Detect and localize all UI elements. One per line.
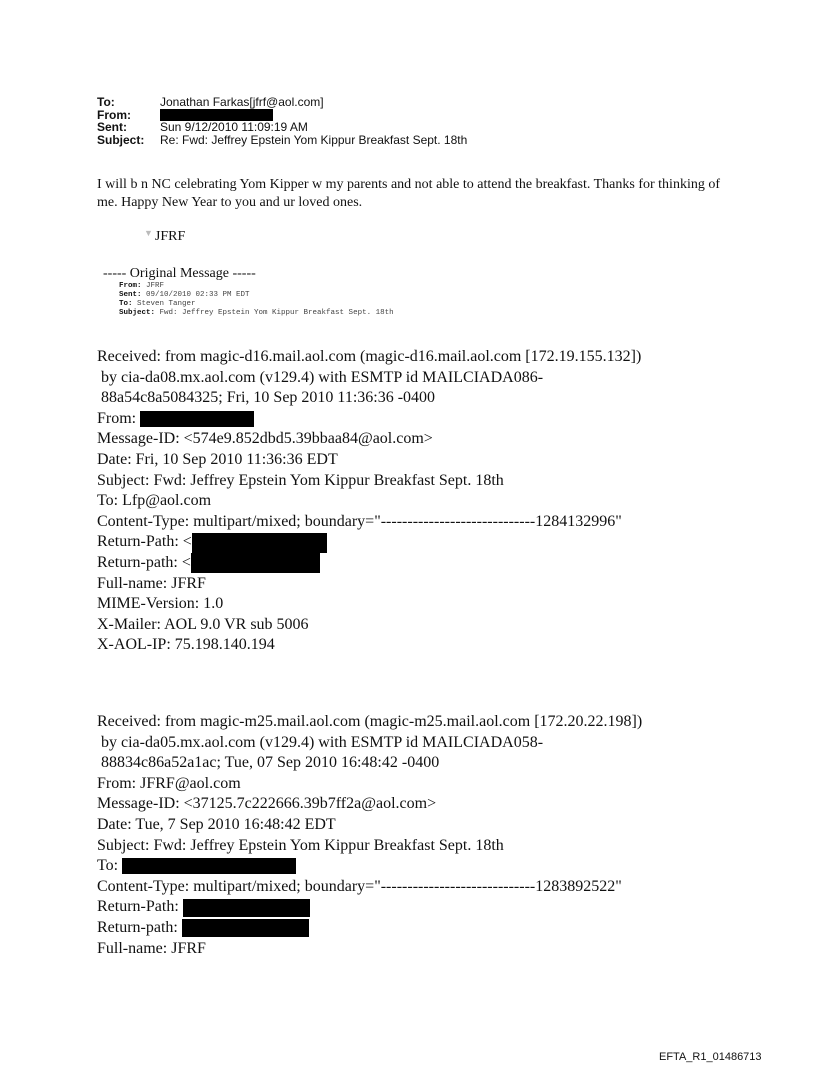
orig-to-label: To:	[119, 300, 133, 308]
x-mailer-line: X-Mailer: AOL 9.0 VR sub 5006	[97, 615, 309, 633]
orig-to-row	[119, 300, 394, 309]
from-line	[97, 409, 641, 430]
subject-value: Re: Fwd: Jeffrey Epstein Yom Kippur Breakfast Sept. 18th	[160, 132, 468, 147]
message-id-line: Message-ID: <37125.7c222666.39b7ff2a@aol.com>	[97, 795, 437, 813]
orig-subject-label: Subject:	[119, 309, 156, 317]
sent-row	[97, 121, 467, 134]
message-body: I will b n NC celebrating Yom Kipper w my parents and not able to attend the breakfast. Thanks for thinking of me. Happy New Year to you and ur loved ones.	[97, 177, 720, 210]
orig-to-value: Steven Tanger	[137, 300, 196, 308]
orig-sent-label: Sent:	[119, 291, 142, 299]
original-message-divider: ----- Original Message -----	[103, 266, 256, 281]
subject-line: Subject: Fwd: Jeffrey Epstein Yom Kippur Breakfast Sept. 18th	[97, 836, 504, 854]
redaction-box	[140, 411, 254, 427]
to-line: To: Lfp@aol.com	[97, 492, 212, 510]
orig-sent-value: 09/10/2010 02:33 PM EDT	[146, 291, 250, 299]
return-path-label: Return-Path: <	[97, 533, 192, 551]
full-name-line: Full-name: JFRF	[97, 939, 206, 957]
return-path-line	[97, 553, 641, 574]
orig-from-value: JFRF	[146, 282, 165, 290]
full-name-line: Full-name: JFRF	[97, 574, 206, 592]
return-path-label: Return-path:	[97, 918, 178, 936]
redaction-box	[191, 553, 320, 573]
subject-label: Subject:	[97, 132, 145, 147]
subject-row	[97, 134, 467, 147]
signature-text: JFRF	[154, 229, 186, 244]
mime-version-line: MIME-Version: 1.0	[97, 595, 224, 613]
to-line-label: To:	[97, 857, 119, 875]
header-block-2	[97, 712, 642, 959]
orig-from-row	[119, 282, 394, 291]
orig-from-label: From:	[119, 282, 142, 290]
triangle-down-icon: ▼	[144, 228, 153, 238]
redaction-box	[182, 919, 309, 937]
received-line-2: by cia-da08.mx.aol.com (v129.4) with ESMTP id MAILCIADA086-	[101, 368, 544, 386]
from-line: From: JFRF@aol.com	[97, 774, 241, 792]
received-line-1: Received: from magic-d16.mail.aol.com (magic-d16.mail.aol.com [172.19.155.132])	[97, 348, 642, 365]
email-header	[97, 96, 467, 146]
from-line-label: From:	[97, 409, 137, 427]
orig-subject-value: Fwd: Jeffrey Epstein Yom Kippur Breakfast Sept. 18th	[159, 309, 394, 317]
original-message-fields	[119, 282, 394, 318]
received-line-2: by cia-da05.mx.aol.com (v129.4) with ESMTP id MAILCIADA058-	[101, 733, 544, 751]
x-aol-ip-line: X-AOL-IP: 75.198.140.194	[97, 636, 275, 654]
return-path-line	[97, 918, 642, 939]
return-path-line	[97, 532, 641, 553]
to-label: To:	[97, 95, 115, 109]
from-label: From:	[97, 107, 131, 122]
to-value: Jonathan Farkas[jfrf@aol.com]	[160, 95, 324, 109]
sent-label: Sent:	[97, 120, 127, 134]
redaction-box	[160, 109, 273, 121]
subject-line: Subject: Fwd: Jeffrey Epstein Yom Kippur Breakfast Sept. 18th	[97, 471, 504, 489]
orig-subject-row	[119, 309, 394, 318]
to-row	[97, 96, 467, 109]
return-path-label: Return-Path:	[97, 898, 179, 916]
return-path-line	[97, 897, 642, 918]
to-line	[97, 856, 642, 877]
received-line-1: Received: from magic-m25.mail.aol.com (magic-m25.mail.aol.com [172.20.22.198])	[97, 713, 643, 730]
redaction-box	[192, 533, 327, 553]
message-id-line: Message-ID: <574e9.852dbd5.39bbaa84@aol.com>	[97, 430, 433, 448]
signature	[144, 228, 185, 245]
redaction-box	[122, 858, 296, 874]
date-line: Date: Tue, 7 Sep 2010 16:48:42 EDT	[97, 815, 336, 833]
content-type-line: Content-Type: multipart/mixed; boundary="-----------------------------1283892522"	[97, 877, 622, 895]
received-line-3: 88a54c8a5084325; Fri, 10 Sep 2010 11:36:36 -0400	[101, 389, 436, 407]
orig-sent-row	[119, 291, 394, 300]
header-block-1	[97, 347, 641, 656]
received-line-3: 88834c86a52a1ac; Tue, 07 Sep 2010 16:48:42 -0400	[101, 754, 440, 772]
content-type-line: Content-Type: multipart/mixed; boundary="-----------------------------1284132996"	[97, 512, 622, 530]
date-line: Date: Fri, 10 Sep 2010 11:36:36 EDT	[97, 450, 338, 468]
redaction-box	[183, 899, 310, 917]
return-path-label: Return-path: <	[97, 553, 191, 571]
sent-value: Sun 9/12/2010 11:09:19 AM	[160, 120, 308, 134]
document-id: EFTA_R1_01486713	[659, 1051, 762, 1063]
